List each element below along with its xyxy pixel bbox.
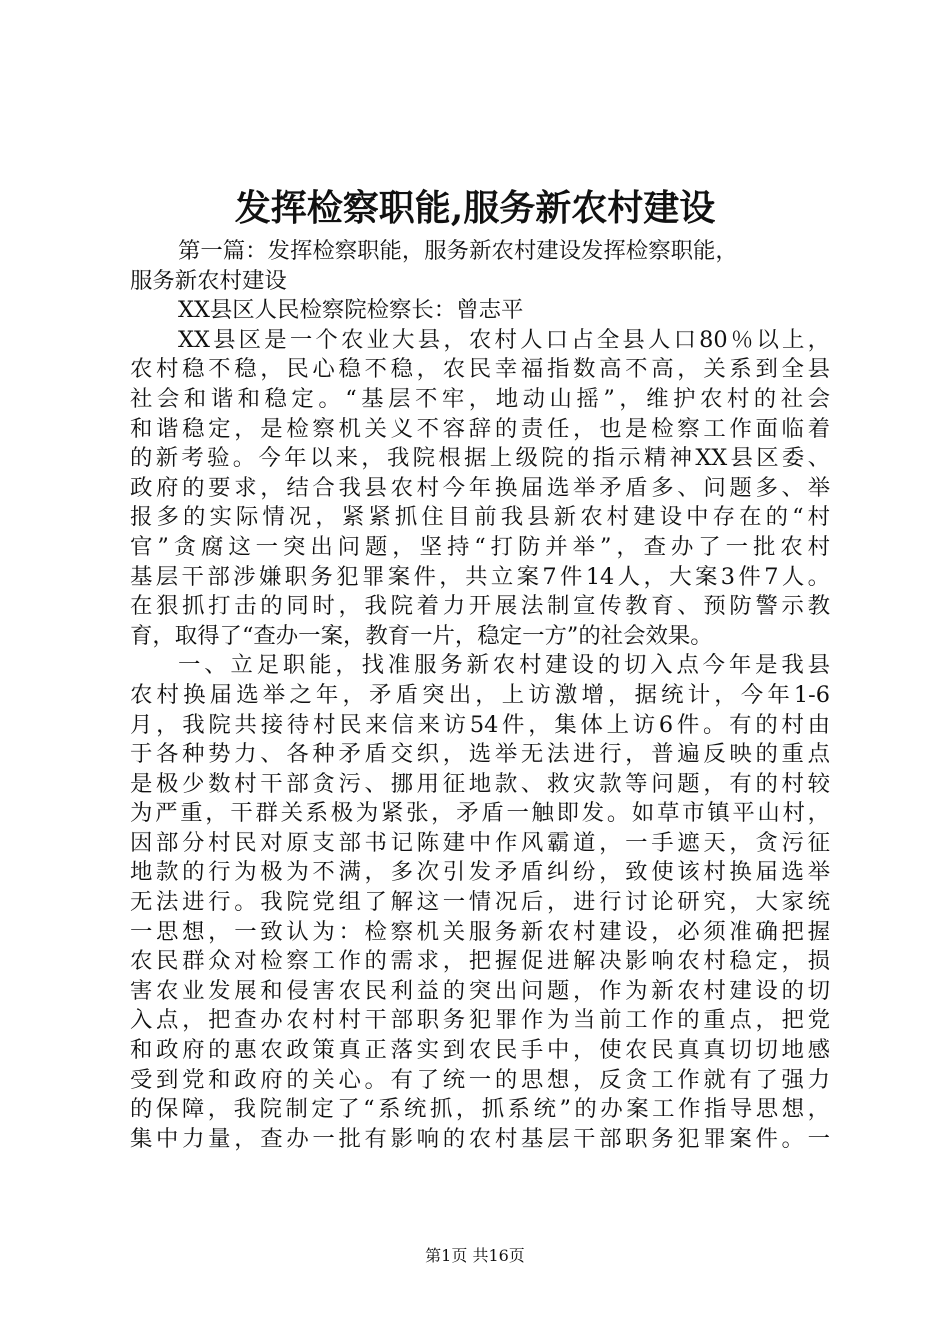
- text-line: 是极少数村干部贪污、挪用征地款、救灾款等问题，有的村较: [130, 770, 830, 797]
- text-line: 官”贪腐这一突出问题，坚持“打防并举”，查办了一批农村: [130, 533, 830, 560]
- text-line: XX县区是一个农业大县，农村人口占全县人口80％以上，: [178, 326, 830, 353]
- text-line: 无法进行。我院党组了解这一情况后，进行讨论研究，大家统: [130, 889, 830, 916]
- text-line: 因部分村民对原支部书记陈建中作风霸道，一手遮天，贪污征: [130, 829, 830, 856]
- text-line: 的新考验。今年以来，我院根据上级院的指示精神XX县区委、: [130, 445, 830, 472]
- text-line: 地款的行为极为不满，多次引发矛盾纠纷，致使该村换届选举: [130, 859, 830, 886]
- text-line: 和谐稳定，是检察机关义不容辞的责任，也是检察工作面临着: [130, 415, 830, 442]
- text-line: 受到党和政府的关心。有了统一的思想，反贪工作就有了强力: [130, 1066, 830, 1093]
- text-line: 一思想，一致认为：检察机关服务新农村建设，必须准确把握: [130, 918, 830, 945]
- text-line: 育，取得了“查办一案，教育一片，稳定一方”的社会效果。: [130, 622, 713, 649]
- text-line: 报多的实际情况，紧紧抓住目前我县新农村建设中存在的“村: [130, 504, 830, 531]
- text-line: 害农业发展和侵害农民利益的突出问题，作为新农村建设的切: [130, 977, 830, 1004]
- text-line: 农村稳不稳，民心稳不稳，农民幸福指数高不高，关系到全县: [130, 356, 830, 383]
- text-line: 在狠抓打击的同时，我院着力开展法制宣传教育、预防警示教: [130, 593, 830, 620]
- text-line: 的保障，我院制定了“系统抓，抓系统”的办案工作指导思想，: [130, 1096, 830, 1123]
- text-line: 集中力量，查办一批有影响的农村基层干部职务犯罪案件。一: [130, 1125, 830, 1152]
- document-body: [130, 237, 830, 1154]
- text-line: XX县区人民检察院检察长：曾志平: [178, 297, 524, 324]
- text-line: 于各种势力、各种矛盾交织，选举无法进行，普遍反映的重点: [130, 741, 830, 768]
- text-line: 为严重，干群关系极为紧张，矛盾一触即发。如草市镇平山村，: [130, 800, 830, 827]
- text-line: 农村换届选举之年，矛盾突出，上访激增，据统计，今年1-6: [130, 681, 830, 708]
- text-line: 社会和谐和稳定。“基层不牢，地动山摇”，维护农村的社会: [130, 385, 830, 412]
- text-line: 和政府的惠农政策真正落实到农民手中，使农民真真切切地感: [130, 1037, 830, 1064]
- text-line: 第一篇：发挥检察职能，服务新农村建设发挥检察职能，: [178, 238, 738, 264]
- text-line: 基层干部涉嫌职务犯罪案件，共立案7件14人，大案3件7人。: [130, 563, 830, 590]
- text-line: 农民群众对检察工作的需求，把握促进解决影响农村稳定，损: [130, 948, 830, 975]
- text-line: 入点，把查办农村村干部职务犯罪作为当前工作的重点，把党: [130, 1007, 830, 1034]
- text-line: 政府的要求，结合我县农村今年换届选举矛盾多、问题多、举: [130, 474, 830, 501]
- text-line: 服务新农村建设: [130, 267, 287, 294]
- document-title: 发挥检察职能,服务新农村建设: [234, 187, 716, 229]
- text-line: 一、立足职能，找准服务新农村建设的切入点今年是我县: [178, 652, 830, 679]
- page-number-footer: 第1页 共16页: [425, 1246, 525, 1265]
- text-line: 月，我院共接待村民来信来访54件，集体上访6件。有的村由: [130, 711, 830, 738]
